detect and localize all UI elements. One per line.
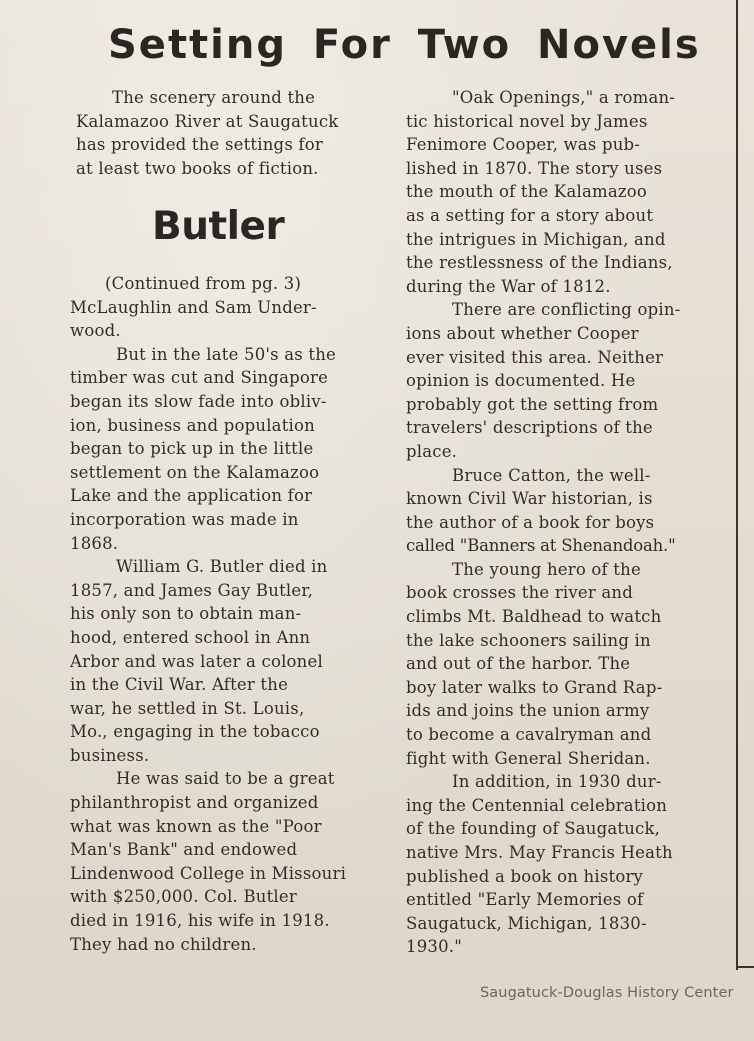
text-line: to become a cavalryman and [406,725,652,745]
text-line: ids and joins the union army [406,701,650,721]
text-line: But in the late 50's as the [116,344,337,364]
text-line: what was known as the "Poor [70,816,322,836]
text-line: hood, entered school in Ann [70,627,311,647]
text-line: ions about whether Cooper [406,323,639,343]
text-line: has provided the settings for [76,135,323,155]
text-line: business. [70,745,150,765]
butler-subhead: Butler [152,204,285,249]
text-line: William G. Butler died in [116,557,328,577]
headline: Setting For Two Novels [108,22,701,68]
text-line: Arbor and was later a colonel [70,651,323,671]
text-line: began its slow fade into obliv- [70,391,327,411]
text-line: travelers' descriptions of the [406,418,653,438]
text-line: ing the Centennial celebration [406,795,668,815]
text-line: began to pick up in the little [70,439,314,459]
text-line: 1868. [70,533,119,553]
text-line: Fenimore Cooper, was pub- [406,135,641,155]
novels-article [406,86,680,959]
text-line: and out of the harbor. The [406,654,631,674]
text-line: his only son to obtain man- [70,604,302,624]
text-line: McLaughlin and Sam Under- [70,297,317,317]
text-line: the intrigues in Michigan, and [406,229,666,249]
text-line: There are conflicting opin- [452,300,681,320]
text-line: with $250,000. Col. Butler [70,887,297,907]
text-line: the restlessness of the Indians, [406,253,673,273]
text-line: The scenery around the [112,88,316,107]
text-line: Saugatuck, Michigan, 1830- [406,913,647,933]
text-line: ever visited this area. Neither [406,347,664,367]
text-line: lished in 1870. The story uses [406,158,663,178]
text-line: Man's Bank" and endowed [70,840,298,860]
text-line: In addition, in 1930 dur- [452,772,662,792]
text-line: the author of a book for boys [406,512,655,532]
text-line: settlement on the Kalamazoo [70,462,320,482]
text-line: native Mrs. May Francis Heath [406,843,673,862]
continued-note: (Continued from pg. 3) [105,274,302,293]
text-line: opinion is documented. He [406,371,636,391]
text-line: published a book on history [406,866,644,886]
text-line: Mo., engaging in the tobacco [70,722,320,742]
text-line: "Oak Openings," a roman- [452,88,676,107]
text-line: the lake schooners sailing in [406,630,651,650]
text-line: fight with General Sheridan. [406,748,651,768]
text-line: at least two books of fiction. [76,158,319,178]
text-line: entitled "Early Memories of [406,890,644,910]
text-line: Bruce Catton, the well- [452,465,651,485]
text-line: The young hero of the [452,559,641,579]
text-line: They had no children. [70,934,257,954]
text-line: died in 1916, his wife in 1918. [70,911,330,931]
text-line: probably got the setting from [406,394,659,414]
text-line: timber was cut and Singapore [70,368,329,388]
text-line: during the War of 1812. [406,276,611,296]
column-rule [736,0,738,970]
text-line: place. [406,441,458,461]
text-line: philanthropist and organized [70,793,319,813]
text-line: Lake and the application for [70,486,313,506]
butler-article [70,272,346,956]
text-line: Kalamazoo River at Saugatuck [76,111,339,131]
text-line: Lindenwood College in Missouri [70,863,347,883]
text-line: as a setting for a story about [406,205,654,225]
text-line: war, he settled in St. Louis, [70,698,305,718]
text-line: of the founding of Saugatuck, [406,819,661,839]
text-line: 1857, and James Gay Butler, [70,580,314,600]
column-rule-corner [736,966,754,968]
text-line: ion, business and population [70,415,315,435]
text-line: incorporation was made in [70,509,299,529]
text-line: book crosses the river and [406,583,634,603]
text-line: known Civil War historian, is [406,489,653,509]
text-line: climbs Mt. Baldhead to watch [406,607,662,627]
text-line: the mouth of the Kalamazoo [406,182,648,202]
text-line: in the Civil War. After the [70,675,289,695]
text-line: 1930." [406,937,463,957]
text-line: tic historical novel by James [406,111,648,131]
text-line: boy later walks to Grand Rap- [406,677,663,697]
text-line: wood. [70,321,121,341]
text-line: called "Banners at Shenandoah." [406,536,676,556]
text-line: He was said to be a great [116,769,335,789]
intro-paragraph [76,86,338,180]
source-credit: Saugatuck-Douglas History Center [480,985,734,1001]
